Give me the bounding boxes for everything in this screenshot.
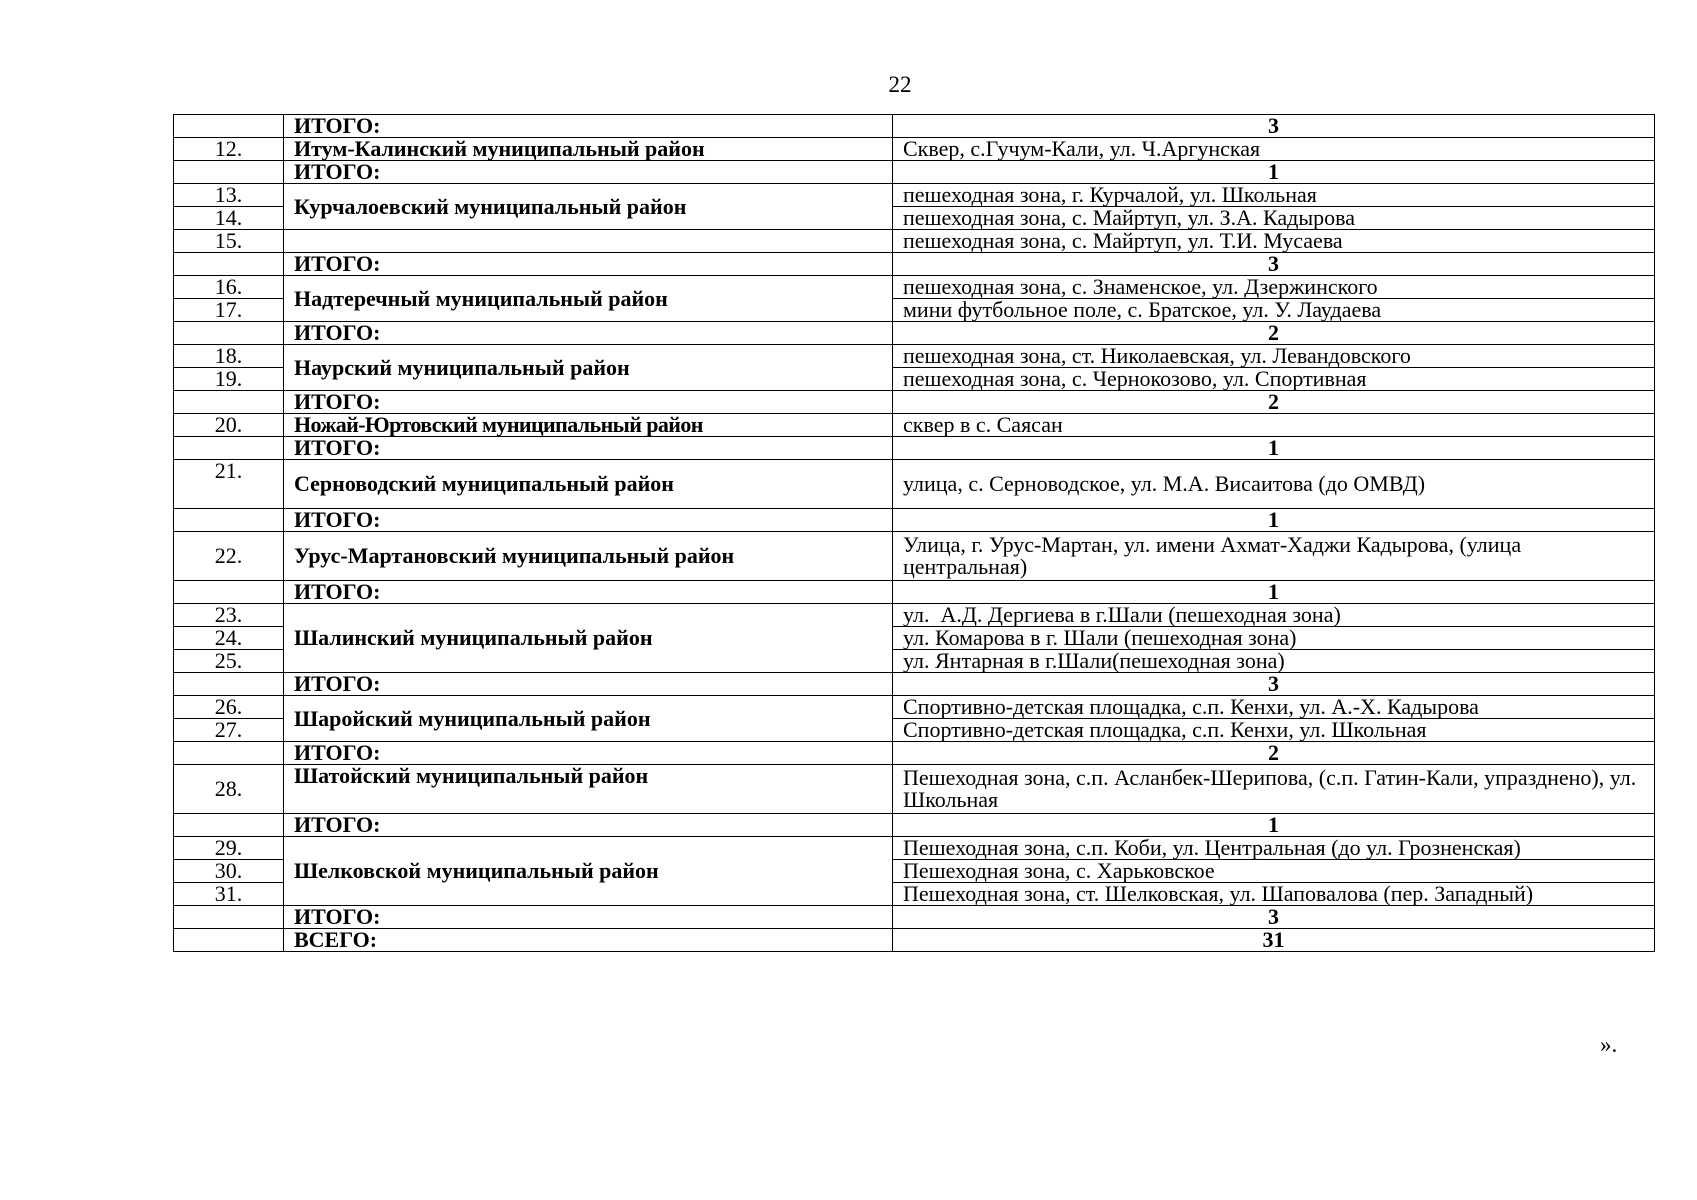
row-number: 28. bbox=[174, 765, 284, 814]
num-cell bbox=[174, 253, 284, 276]
table-row bbox=[174, 414, 1655, 437]
object-description: сквер в с. Саясан bbox=[893, 414, 1655, 437]
district-name: Курчалоевский муниципальный район bbox=[284, 184, 893, 230]
grand-total-label: ВСЕГО: bbox=[284, 929, 893, 952]
row-number: 31. bbox=[174, 883, 284, 906]
total-row bbox=[174, 253, 1655, 276]
object-description: Спортивно-детская площадка, с.п. Кенхи, ул. Школьная bbox=[893, 719, 1655, 742]
total-label: ИТОГО: bbox=[284, 742, 893, 765]
row-number: 23. bbox=[174, 604, 284, 627]
district-name: Шалинский муниципальный район bbox=[284, 604, 893, 673]
total-value: 1 bbox=[893, 581, 1655, 604]
table-row bbox=[174, 696, 1655, 719]
district-name: Урус-Мартановский муниципальный район bbox=[284, 532, 893, 581]
row-number: 18. bbox=[174, 345, 284, 368]
object-description: мини футбольное поле, с. Братское, ул. У. Лаудаева bbox=[893, 299, 1655, 322]
district-name: Итум-Калинский муниципальный район bbox=[284, 138, 893, 161]
district-name: Шелковской муниципальный район bbox=[284, 837, 893, 906]
total-label: ИТОГО: bbox=[284, 673, 893, 696]
table-row bbox=[174, 532, 1655, 581]
total-row bbox=[174, 322, 1655, 345]
total-row bbox=[174, 391, 1655, 414]
district-name: Шатойский муниципальный район bbox=[284, 765, 893, 814]
total-label: ИТОГО: bbox=[284, 253, 893, 276]
row-number: 20. bbox=[174, 414, 284, 437]
total-row bbox=[174, 814, 1655, 837]
object-description: ул. А.Д. Дергиева в г.Шали (пешеходная зона) bbox=[893, 604, 1655, 627]
row-number: 29. bbox=[174, 837, 284, 860]
row-number: 24. bbox=[174, 627, 284, 650]
total-label: ИТОГО: bbox=[284, 322, 893, 345]
table-row bbox=[174, 184, 1655, 207]
district-name: Надтеречный муниципальный район bbox=[284, 276, 893, 322]
row-number: 25. bbox=[174, 650, 284, 673]
district-name: Серноводский муниципальный район bbox=[284, 460, 893, 509]
total-value: 2 bbox=[893, 742, 1655, 765]
object-description: Улица, г. Урус-Мартан, ул. имени Ахмат-Хаджи Кадырова, (улица центральная) bbox=[893, 532, 1655, 581]
page-number: 22 bbox=[888, 72, 912, 97]
total-label: ИТОГО: bbox=[284, 509, 893, 532]
num-cell bbox=[174, 906, 284, 929]
num-cell bbox=[174, 391, 284, 414]
table-row bbox=[174, 460, 1655, 509]
table-row bbox=[174, 345, 1655, 368]
table-row bbox=[174, 138, 1655, 161]
row-number: 16. bbox=[174, 276, 284, 299]
object-description: Сквер, с.Гучум-Кали, ул. Ч.Аргунская bbox=[893, 138, 1655, 161]
row-number: 12. bbox=[174, 138, 284, 161]
table-row bbox=[174, 765, 1655, 814]
district-name: Шаройский муниципальный район bbox=[284, 696, 893, 742]
total-row bbox=[174, 742, 1655, 765]
row-number: 13. bbox=[174, 184, 284, 207]
total-value: 1 bbox=[893, 814, 1655, 837]
num-cell bbox=[174, 929, 284, 952]
row-number: 19. bbox=[174, 368, 284, 391]
total-row bbox=[174, 509, 1655, 532]
closing-quote-mark: ». bbox=[1600, 1032, 1618, 1057]
row-number: 26. bbox=[174, 696, 284, 719]
row-number: 15. bbox=[174, 230, 284, 253]
num-cell bbox=[174, 581, 284, 604]
grand-total-row bbox=[174, 929, 1655, 952]
district-name: Наурский муниципальный район bbox=[284, 345, 893, 391]
district-name: Ножай-Юртовский муниципальный район bbox=[284, 414, 893, 437]
object-description: пешеходная зона, ст. Николаевская, ул. Левандовского bbox=[893, 345, 1655, 368]
district-name-empty bbox=[284, 230, 893, 253]
total-value: 3 bbox=[893, 253, 1655, 276]
num-cell bbox=[174, 161, 284, 184]
num-cell bbox=[174, 814, 284, 837]
row-number: 21. bbox=[174, 460, 284, 509]
row-number: 14. bbox=[174, 207, 284, 230]
total-row bbox=[174, 437, 1655, 460]
total-label: ИТОГО: bbox=[284, 437, 893, 460]
object-description: пешеходная зона, с. Майртуп, ул. Т.И. Мусаева bbox=[893, 230, 1655, 253]
object-description: Пешеходная зона, с.п. Асланбек-Шерипова, (с.п. Гатин-Кали, упразднено), ул. Школьная bbox=[893, 765, 1655, 814]
object-description: пешеходная зона, с. Майртуп, ул. З.А. Кадырова bbox=[893, 207, 1655, 230]
table-row bbox=[174, 837, 1655, 860]
num-cell bbox=[174, 115, 284, 138]
object-description: пешеходная зона, с. Знаменское, ул. Дзержинского bbox=[893, 276, 1655, 299]
object-description: Спортивно-детская площадка, с.п. Кенхи, ул. А.-Х. Кадырова bbox=[893, 696, 1655, 719]
num-cell bbox=[174, 673, 284, 696]
total-value: 3 bbox=[893, 673, 1655, 696]
object-description: пешеходная зона, с. Чернокозово, ул. Спортивная bbox=[893, 368, 1655, 391]
total-label: ИТОГО: bbox=[284, 115, 893, 138]
num-cell bbox=[174, 437, 284, 460]
row-number: 30. bbox=[174, 860, 284, 883]
total-label: ИТОГО: bbox=[284, 906, 893, 929]
num-cell bbox=[174, 509, 284, 532]
table-row bbox=[174, 604, 1655, 627]
total-row bbox=[174, 161, 1655, 184]
total-label: ИТОГО: bbox=[284, 814, 893, 837]
table-row bbox=[174, 230, 1655, 253]
object-description: Пешеходная зона, с. Харьковское bbox=[893, 860, 1655, 883]
table-row bbox=[174, 276, 1655, 299]
total-label: ИТОГО: bbox=[284, 581, 893, 604]
object-description: Пешеходная зона, ст. Шелковская, ул. Шаповалова (пер. Западный) bbox=[893, 883, 1655, 906]
object-description: улица, с. Серноводское, ул. М.А. Висаитова (до ОМВД) bbox=[893, 460, 1655, 509]
district-objects-table bbox=[173, 114, 1655, 952]
total-label: ИТОГО: bbox=[284, 391, 893, 414]
total-value: 2 bbox=[893, 322, 1655, 345]
row-number: 17. bbox=[174, 299, 284, 322]
total-value: 1 bbox=[893, 509, 1655, 532]
total-value: 3 bbox=[893, 906, 1655, 929]
total-value: 1 bbox=[893, 161, 1655, 184]
total-label: ИТОГО: bbox=[284, 161, 893, 184]
total-row bbox=[174, 581, 1655, 604]
total-row bbox=[174, 673, 1655, 696]
grand-total-value: 31 bbox=[893, 929, 1655, 952]
object-description: Пешеходная зона, с.п. Коби, ул. Центральная (до ул. Грозненская) bbox=[893, 837, 1655, 860]
total-row bbox=[174, 115, 1655, 138]
object-description: ул. Комарова в г. Шали (пешеходная зона) bbox=[893, 627, 1655, 650]
total-value: 3 bbox=[893, 115, 1655, 138]
row-number: 22. bbox=[174, 532, 284, 581]
num-cell bbox=[174, 322, 284, 345]
total-row bbox=[174, 906, 1655, 929]
total-value: 1 bbox=[893, 437, 1655, 460]
num-cell bbox=[174, 742, 284, 765]
object-description: ул. Янтарная в г.Шали(пешеходная зона) bbox=[893, 650, 1655, 673]
row-number: 27. bbox=[174, 719, 284, 742]
total-value: 2 bbox=[893, 391, 1655, 414]
object-description: пешеходная зона, г. Курчалой, ул. Школьная bbox=[893, 184, 1655, 207]
